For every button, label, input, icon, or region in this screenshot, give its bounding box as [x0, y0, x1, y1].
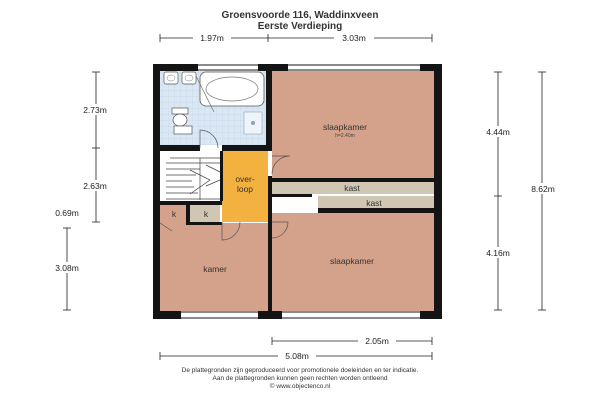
plan-address: Groensvoorde 116, Waddinxveen	[221, 10, 379, 21]
wall-kast2-bottom	[318, 208, 434, 213]
bathtub-basin	[206, 77, 258, 101]
label-kast-2: kast	[366, 198, 382, 208]
toilet-bowl	[173, 114, 187, 126]
wall-top-mid	[258, 64, 288, 71]
room-fills	[160, 71, 434, 311]
wall-bottom-right	[420, 311, 442, 319]
label-overloop-2: loop	[236, 184, 254, 194]
wall-stair-right	[220, 151, 223, 201]
wall-bath-bottom	[160, 145, 200, 151]
sink-1-basin	[167, 75, 175, 81]
wall-bottom-mid	[258, 311, 282, 319]
label-bedroom-top-height: h=2.40m	[335, 133, 355, 139]
wall-inner-vertical-top	[266, 71, 272, 151]
wall-right	[434, 64, 442, 319]
dim-right-total: 8.62m	[531, 184, 555, 194]
label-kast-1: kast	[344, 183, 360, 193]
wall-bath-bottom-2	[222, 145, 272, 151]
dim-right-lower: 4.16m	[486, 248, 510, 258]
dim-left-3: 0.69m	[55, 208, 79, 218]
label-overloop-1: over-	[235, 174, 255, 184]
wall-left	[153, 64, 160, 319]
wall-bottom-left	[153, 311, 181, 319]
footer-disclaimer-2: Aan de plattegronden kunnen geen rechten worden ontleend	[212, 375, 388, 382]
dim-right-upper: 4.44m	[486, 127, 510, 137]
wall-top-right	[420, 64, 442, 71]
dim-left-2: 2.63m	[83, 181, 107, 191]
dim-left-4: 3.08m	[55, 263, 79, 273]
footer-disclaimer-1: De plattegronden zijn geproduceerd voor promotionele doeleinden en ter indicatie.	[181, 367, 419, 374]
plan-floor-name: Eerste Verdieping	[257, 21, 343, 32]
wall-k-bottom	[186, 222, 222, 225]
wall-k-divider	[186, 205, 190, 223]
wall-inner-vertical-hall	[268, 176, 272, 222]
dim-bottom-total: 5.08m	[285, 351, 309, 361]
label-k-1: k	[171, 209, 177, 219]
wall-kast-mid	[272, 194, 312, 197]
dim-top-left: 1.97m	[200, 33, 224, 43]
toilet-tank	[172, 108, 188, 114]
dim-top-right: 3.03m	[342, 33, 366, 43]
dim-bottom-inner: 2.05m	[365, 336, 389, 346]
drain-dot	[251, 121, 255, 125]
label-bedroom-top: slaapkamer	[323, 122, 367, 132]
toilet-lid	[174, 126, 192, 134]
label-kamer: kamer	[203, 264, 227, 274]
footer-copyright: © www.objectenco.nl	[269, 383, 331, 390]
label-bedroom-bottom: slaapkamer	[330, 256, 374, 266]
wall-kast-top	[272, 178, 434, 182]
wall-top-left	[153, 64, 198, 71]
dim-left-1: 2.73m	[83, 105, 107, 115]
label-k-2: k	[203, 209, 209, 219]
wall-inner-vertical-bottom	[268, 222, 272, 311]
sink-2-basin	[185, 75, 193, 81]
wall-kamer-top	[160, 201, 222, 205]
